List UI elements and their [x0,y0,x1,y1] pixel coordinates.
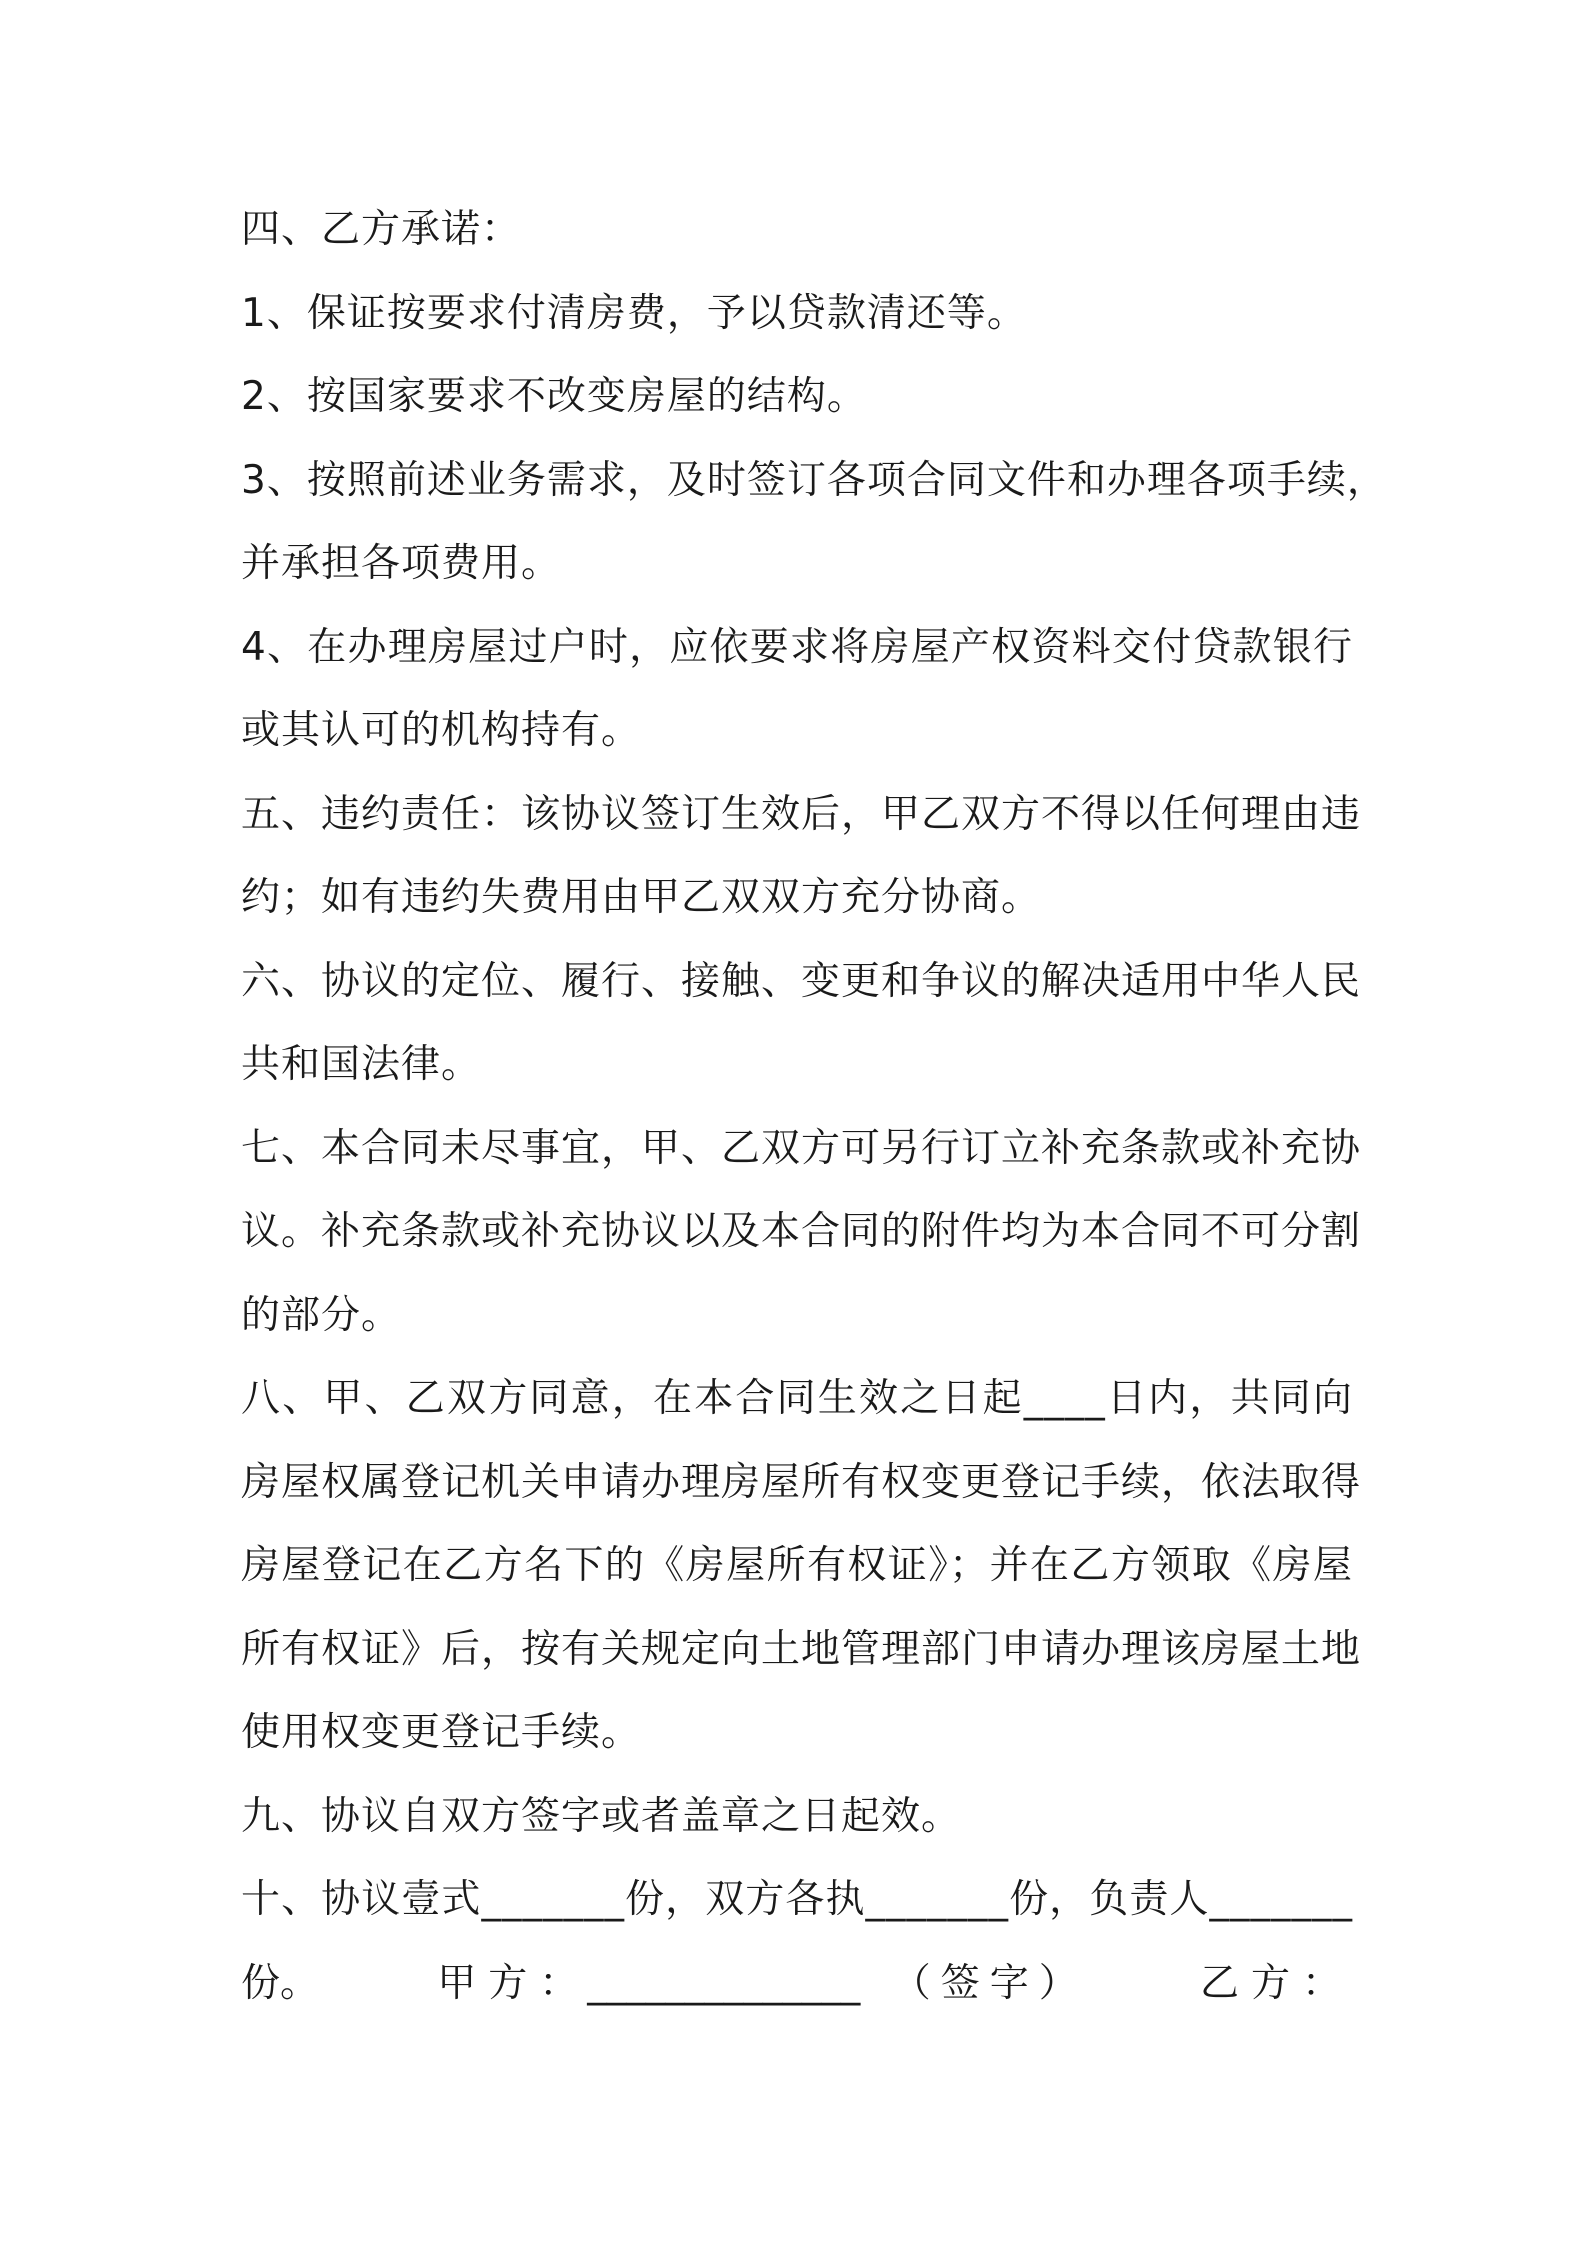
party-a-label: 甲方： [437,1960,591,2006]
section-8-line-4: 所有权证》后，按有关规定向土地管理部门申请办理该房屋土地 [241,1626,1362,1672]
section-10-line-1: 十、协议壹式_______份，双方各执_______份，负责人_______ [241,1877,1353,1922]
section-6-line-2: 共和国法律。 [241,1042,482,1087]
clause-4-2: 2、按国家要求不改变房屋的结构。 [241,374,867,419]
clause-4-1: 1、保证按要求付清房费，予以贷款清还等。 [241,290,1027,336]
section-10-line-2: 份。 [241,1960,320,2006]
party-b-label: 乙方： [1200,1960,1354,2006]
section-7-line-2: 议。补充条款或补充协议以及本合同的附件均为本合同不可分割 [241,1209,1362,1254]
signature-row [241,1942,1353,2026]
section-7-line-1: 七、本合同未尽事宜，甲、乙双方可另行订立补充条款或补充协 [241,1125,1362,1171]
party-a-signature-blank: ______________ [587,1960,861,2006]
section-5-line-2: 约；如有违约失费用由甲乙双双方充分协商。 [241,875,1042,920]
section-4-heading: 四、乙方承诺： [241,207,522,252]
document-body [241,188,1387,2025]
clause-4-3-line-1: 3、按照前述业务需求，及时签订各项合同文件和办理各项手续， [241,457,1387,503]
section-9: 九、协议自双方签字或者盖章之日起效。 [241,1793,962,1839]
section-8-line-3: 房屋登记在乙方名下的《房屋所有权证》；并在乙方领取《房屋 [241,1543,1353,1588]
clause-4-3-line-2: 并承担各项费用。 [241,541,562,586]
section-5-line-1: 五、违约责任：该协议签订生效后，甲乙双方不得以任何理由违 [241,791,1362,837]
section-8-line-5: 使用权变更登记手续。 [241,1710,642,1755]
clause-4-4-line-1: 4、在办理房屋过户时，应依要求将房屋产权资料交付贷款银行 [241,624,1353,670]
section-8-line-1: 八、甲、乙双方同意，在本合同生效之日起____日内，共同向 [241,1376,1353,1421]
clause-4-4-line-2: 或其认可的机构持有。 [241,708,642,753]
section-8-line-2: 房屋权属登记机关申请办理房屋所有权变更登记手续，依法取得 [241,1459,1362,1505]
section-7-line-3: 的部分。 [241,1292,402,1338]
section-6-line-1: 六、协议的定位、履行、接触、变更和争议的解决适用中华人民 [241,958,1362,1004]
party-a-sign-note: （签字） [891,1960,1088,2006]
